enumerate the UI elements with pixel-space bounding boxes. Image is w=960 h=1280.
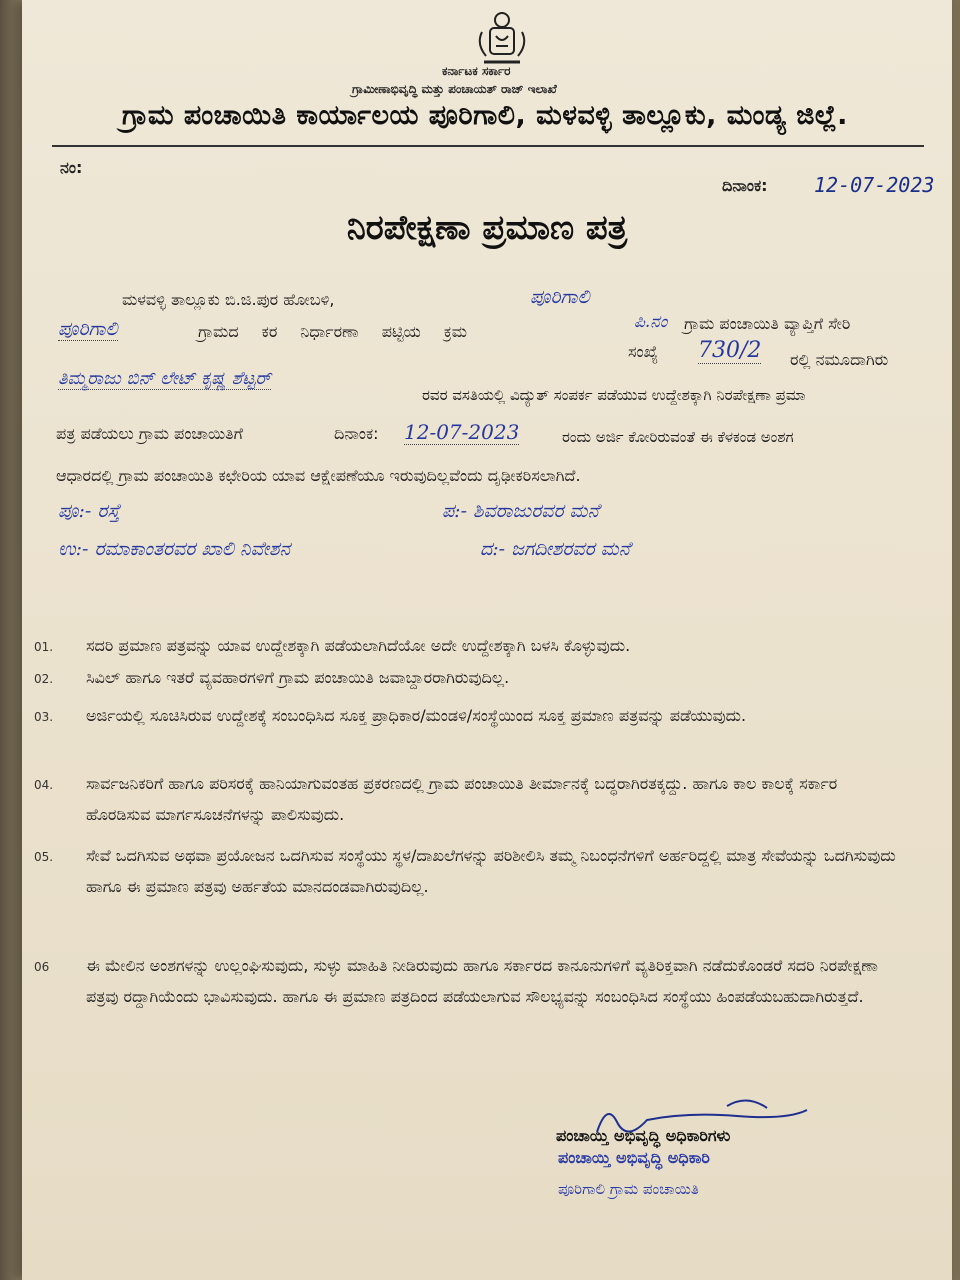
body-line-5: ಆಧಾರದಲ್ಲಿ ಗ್ರಾಮ ಪಂಚಾಯಿತಿ ಕಛೇರಿಯ ಯಾವ ಆಕ್ಷೇಪಣೆಯೂ ಇರುವುದಿಲ್ಲವೆಂದು ದೃಢೀಕರಿಸಲಾಗಿದೆ.	[56, 466, 581, 485]
body-line-4a: ಪತ್ರ ಪಡೆಯಲು ಗ್ರಾಮ ಪಂಚಾಯಿತಿಗೆ	[56, 424, 243, 443]
body-line-3: ರವರ ವಸತಿಯಲ್ಲಿ ವಿದ್ಯುತ್ ಸಂಪರ್ಕ ಪಡೆಯುವ ಉದ್ದೇಶಕ್ಕಾಗಿ ನಿರಪೇಕ್ಷಣಾ ಪ್ರಮಾ	[422, 386, 806, 404]
condition-number: 01.	[34, 640, 54, 654]
state-emblem-icon	[472, 10, 532, 68]
condition-text: ಸದರಿ ಪ್ರಮಾಣ ಪತ್ರವನ್ನು ಯಾವ ಉದ್ದೇಶಕ್ಕಾಗಿ ಪಡೆಯಲಾಗಿದೆಯೋ ಅದೇ ಉದ್ದೇಶಕ್ಕಾಗಿ ಬಳಸಿ ಕೊಳ್ಳುವುದು.	[86, 636, 631, 655]
reference-number-label: ನಂ:	[60, 158, 83, 177]
body-line-1b: ಗ್ರಾಮ ಪಂಚಾಯಿತಿ ವ್ಯಾಪ್ತಿಗೆ ಸೇರಿ	[684, 314, 851, 333]
application-date-handwritten: 12-07-2023	[404, 420, 520, 444]
property-number: 730/2	[698, 338, 762, 363]
department-name: ಗ್ರಾಮೀಣಾಭಿವೃದ್ಧಿ ಮತ್ತು ಪಂಚಾಯತ್ ರಾಜ್ ಇಲಾಖೆ	[352, 82, 557, 96]
boundary-west: ಪ:- ಶಿವರಾಜುರವರ ಮನೆ	[442, 500, 599, 522]
office-heading: ಗ್ರಾಮ ಪಂಚಾಯಿತಿ ಕಾರ್ಯಾಲಯ ಪೂರಿಗಾಲಿ, ಮಳವಳ್ಳಿ ತಾಲ್ಲೂಕು, ಮಂಡ್ಯ ಜಿಲ್ಲೆ.	[122, 100, 848, 131]
condition-text: ಸಾರ್ವಜನಿಕರಿಗೆ ಹಾಗೂ ಪರಿಸರಕ್ಕೆ ಹಾನಿಯಾಗುವಂತಹ ಪ್ರಕರಣದಲ್ಲಿ ಗ್ರಾಮ ಪಂಚಾಯಿತಿ ತೀರ್ಮಾನಕ್ಕೆ ಬದ್ಧರಾಗಿರತಕ್ಕದ್ದು. ಹಾಗೂ ಕಾಲ ಕಾಲಕ್ಕೆ ಸರ್ಕಾರ ಹೊರಡಿಸುವ ಮಾರ್ಗಸೂಚನೆಗಳನ್ನು ಪಾಲಿಸುವುದು.	[86, 774, 838, 824]
certificate-page	[22, 0, 952, 1280]
applicant-name-handwritten: ತಿಮ್ಮರಾಜು ಬಿನ್ ಲೇಟ್ ಕೃಷ್ಣ ಶೆಟ್ಟರ್	[58, 368, 271, 389]
condition-text: ಸೇವೆ ಒದಗಿಸುವ ಅಥವಾ ಪ್ರಯೋಜನ ಒದಗಿಸುವ ಸಂಸ್ಥೆಯು ಸ್ಥಳ/ದಾಖಲೆಗಳನ್ನು ಪರಿಶೀಲಿಸಿ ತಮ್ಮ ನಿಬಂಧನೆಗಳಿಗೆ ಅರ್ಹರಿದ್ದಲ್ಲಿ ಮಾತ್ರ ಸೇವೆಯನ್ನು ಒದಗಿಸುವುದು ಹಾಗೂ ಈ ಪ್ರಮಾಣ ಪತ್ರವು ಅರ್ಹತೆಯ ಮಾನದಂಡವಾಗಿರುವುದಿಲ್ಲ.	[86, 846, 896, 896]
date-value: 12-07-2023	[814, 173, 935, 197]
condition-number: 02.	[34, 672, 54, 686]
date-label: ದಿನಾಂಕ:	[722, 176, 768, 195]
body-line-4b: ದಿನಾಂಕ:	[334, 424, 379, 443]
condition-number: 04.	[34, 778, 54, 792]
body-line-1a: ಮಳವಳ್ಳಿ ತಾಲ್ಲೂಕು ಬಿ.ಜಿ.ಪುರ ಹೋಬಳಿ,	[122, 290, 335, 309]
property-prefix-handwritten: ಪಿ.ನಂ	[634, 312, 668, 332]
boundary-north: ಉ:- ರಮಾಕಾಂತರವರ ಖಾಲಿ ನಿವೇಶನ	[58, 538, 291, 560]
body-line-4c: ರಂದು ಅರ್ಜಿ ಕೋರಿರುವಂತೆ ಈ ಕೆಳಕಂಡ ಅಂಶಗ	[562, 428, 794, 446]
signatory-title: ಪಂಚಾಯ್ತಿ ಅಭಿವೃದ್ಧಿ ಅಧಿಕಾರಿಗಳು	[556, 1126, 731, 1145]
boundary-east: ಪೂ:- ರಸ್ತೆ	[58, 500, 120, 522]
condition-text: ಈ ಮೇಲಿನ ಅಂಶಗಳನ್ನು ಉಲ್ಲಂಘಿಸುವುದು, ಸುಳ್ಳು ಮಾಹಿತಿ ನೀಡಿರುವುದು ಹಾಗೂ ಸರ್ಕಾರದ ಕಾನೂನುಗಳಿಗೆ ವ್ಯತಿರಿಕ್ತವಾಗಿ ನಡೆದುಕೊಂಡರೆ ಸದರಿ ನಿರಪೇಕ್ಷಣಾ ಪತ್ರವು ರದ್ದಾಗಿಯೆಂದು ಭಾವಿಸುವುದು. ಹಾಗೂ ಈ ಪ್ರಮಾಣ ಪತ್ರದಿಂದ ಪಡೆಯಲಾಗುವ ಸೌಲಭ್ಯವನ್ನು ಸಂಬಂಧಿಸಿದ ಸಂಸ್ಥೆಯು ಹಿಂಪಡೆಯಬಹುದಾಗಿರುತ್ತದೆ.	[86, 956, 878, 1006]
certificate-title: ನಿರಪೇಕ್ಷಣಾ ಪ್ರಮಾಣ ಪತ್ರ	[346, 208, 628, 248]
body-line-2a: ಗ್ರಾಮದ ಕರ ನಿರ್ಧಾರಣಾ ಪಟ್ಟಿಯ ಕ್ರಮ	[198, 322, 467, 341]
condition-text: ಸಿವಿಲ್ ಹಾಗೂ ಇತರೆ ವ್ಯವಹಾರಗಳಿಗೆ ಗ್ರಾಮ ಪಂಚಾಯಿತಿ ಜವಾಬ್ದಾರರಾಗಿರುವುದಿಲ್ಲ.	[86, 668, 510, 687]
condition-text: ಅರ್ಜಿಯಲ್ಲಿ ಸೂಚಿಸಿರುವ ಉದ್ದೇಶಕ್ಕೆ ಸಂಬಂಧಿಸಿದ ಸೂಕ್ತ ಪ್ರಾಧಿಕಾರ/ಮಂಡಳಿ/ಸಂಸ್ಥೆಯಿಂದ ಸೂಕ್ತ ಪ್ರಮಾಣ ಪತ್ರವನ್ನು ಪಡೆಯುವುದು.	[86, 706, 747, 725]
header-rule	[52, 145, 924, 147]
condition-number: 03.	[34, 710, 54, 724]
boundary-south: ದ:- ಜಗದೀಶರವರ ಮನೆ	[480, 538, 631, 560]
village-handwritten-2: ಪೂರಿಗಾಲಿ	[58, 318, 118, 340]
body-line-2b: ಸಂಖ್ಯೆ	[628, 342, 659, 361]
body-line-2c: ರಲ್ಲಿ ನಮೂದಾಗಿರು	[790, 350, 889, 369]
condition-number: 05.	[34, 850, 54, 864]
village-handwritten-1: ಪೂರಿಗಾಲಿ	[530, 286, 590, 308]
binder-edge	[0, 0, 22, 1280]
government-name: ಕರ್ನಾಟಕ ಸರ್ಕಾರ	[442, 64, 511, 78]
official-stamp-office: ಪೂರಿಗಾಲಿ ಗ್ರಾಮ ಪಂಚಾಯಿತಿ	[558, 1180, 699, 1198]
official-stamp-title: ಪಂಚಾಯ್ತಿ ಅಭಿವೃದ್ಧಿ ಅಧಿಕಾರಿ	[558, 1148, 710, 1167]
condition-number: 06	[34, 960, 50, 974]
